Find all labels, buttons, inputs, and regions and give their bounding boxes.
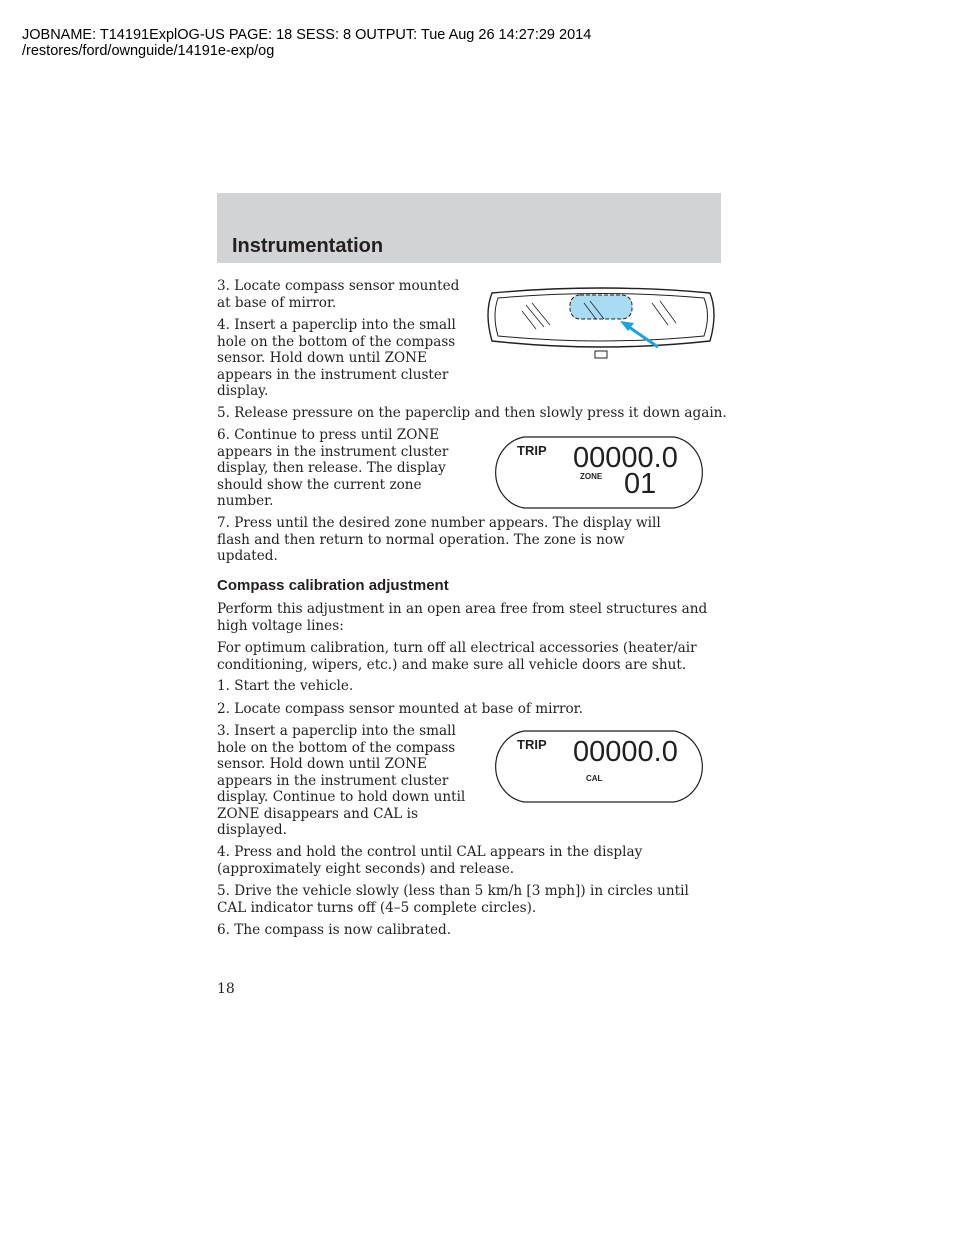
zone-step-5: 5. Release pressure on the paperclip and then slowly press it down again. — [217, 405, 727, 421]
zone-step-7 — [217, 515, 687, 564]
calibration-step-3: 3. Insert a paperclip into the small hole on the bottom of the compass sensor. Hold down until ZONE appears in the instrument cluster display. Continue to hold down until ZONE disappears and CAL is displayed. — [217, 723, 466, 838]
job-header-line1: JOBNAME: T14191ExplOG-US PAGE: 18 SESS: 8 OUTPUT: Tue Aug 26 14:27:29 2014 — [22, 27, 592, 43]
cal-display-illustration — [489, 730, 711, 805]
calibration-step-1: 1. Start the vehicle. — [217, 678, 354, 694]
zone-display-illustration — [489, 436, 711, 511]
section-header-band — [217, 193, 721, 263]
trip-label: TRIP — [517, 443, 547, 458]
calibration-step-5: 5. Drive the vehicle slowly (less than 5 km/h [3 mph]) in circles until CAL indicator turns off (4–5 complete circles). — [217, 883, 689, 916]
odometer-readout: 00000.0 — [573, 736, 678, 768]
page-number: 18 — [217, 981, 235, 997]
zone-label: ZONE — [580, 472, 603, 481]
trip-label: TRIP — [517, 737, 547, 752]
odometer-readout: 00000.0 — [573, 442, 678, 474]
section-title: Instrumentation — [232, 235, 384, 257]
cal-label: CAL — [586, 774, 603, 783]
calibration-intro-1: Perform this adjustment in an open area free from steel structures and high voltage lines: — [217, 601, 708, 634]
calibration-step-2: 2. Locate compass sensor mounted at base of mirror. — [217, 701, 584, 717]
mirror-illustration — [484, 285, 719, 360]
job-header — [22, 27, 591, 59]
zone-step-3: 3. Locate compass sensor mounted at base of mirror. — [217, 278, 460, 311]
calibration-step-6: 6. The compass is now calibrated. — [217, 922, 452, 938]
calibration-intro-2: For optimum calibration, turn off all electrical accessories (heater/air conditioning, wipers, etc.) and make sure all vehicle doors are shut. — [217, 640, 697, 673]
zone-value: 01 — [624, 468, 657, 500]
zone-step-7-text: 7. Press until the desired zone number appears. The display will flash and then return to normal operation. The zone is now updated. — [217, 515, 661, 564]
zone-step-6: 6. Continue to press until ZONE appears in the instrument cluster display, then release. The display should show the current zone number. — [217, 427, 449, 509]
job-header-line2: /restores/ford/ownguide/14191e-exp/og — [22, 43, 275, 59]
zone-step-4: 4. Insert a paperclip into the small hole on the bottom of the compass sensor. Hold down until ZONE appears in the instrument cluster display. — [217, 317, 456, 399]
calibration-step-4: 4. Press and hold the control until CAL appears in the display (approximately eight seconds) and release. — [217, 844, 643, 877]
calibration-heading: Compass calibration adjustment — [217, 577, 449, 594]
